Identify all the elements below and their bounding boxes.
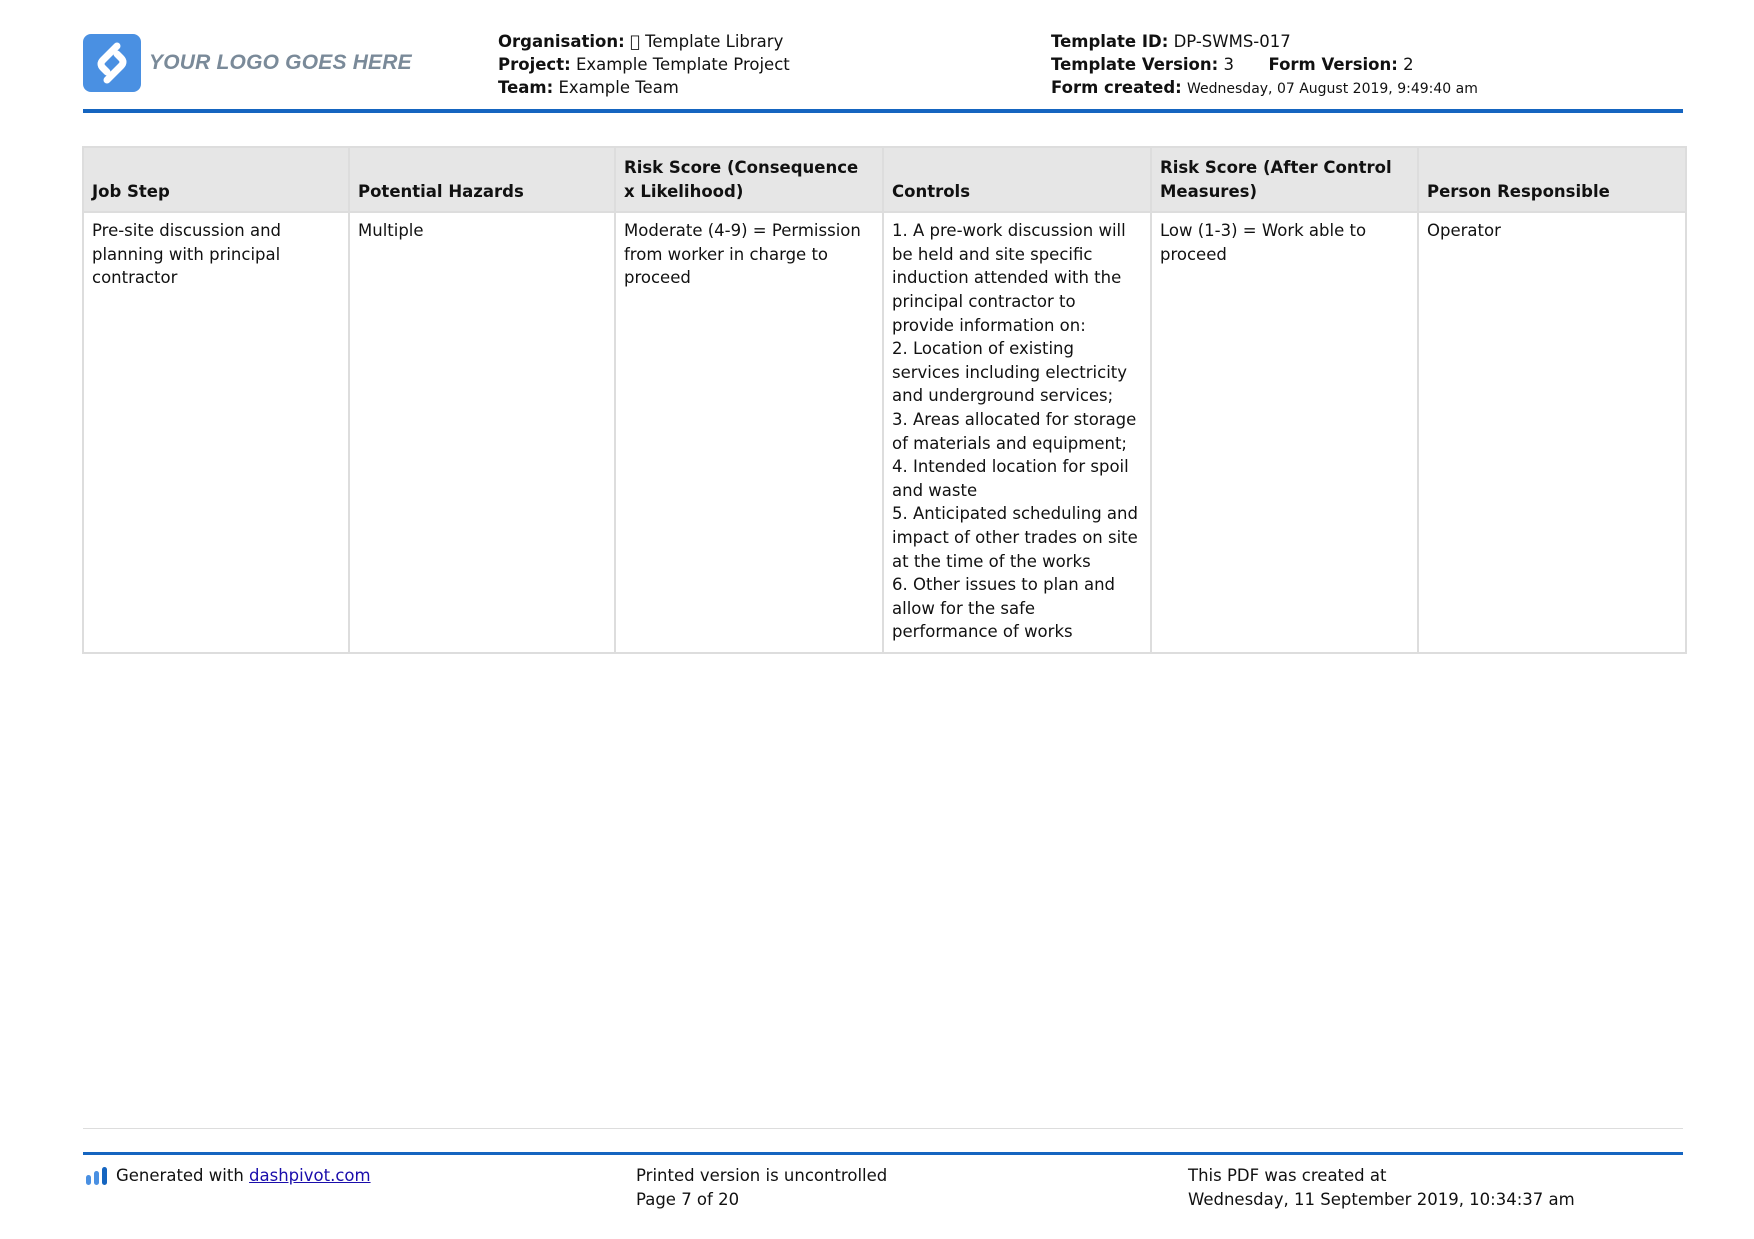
cell-risk-score: Moderate (4-9) = Permission from worker in charge to proceed xyxy=(615,212,883,653)
control-item: 5. Anticipated scheduling and impact of other trades on site at the time of the works xyxy=(892,504,1138,571)
logo-text: YOUR LOGO GOES HERE xyxy=(149,51,412,74)
template-id-value: DP-SWMS-017 xyxy=(1173,32,1291,51)
table-header-row xyxy=(83,147,1686,212)
organisation-icon xyxy=(630,32,640,51)
pdf-created-timestamp: Wednesday, 11 September 2019, 10:34:37 am xyxy=(1188,1189,1575,1209)
footer-created xyxy=(1188,1164,1575,1211)
control-item: 3. Areas allocated for storage of materials and equipment; xyxy=(892,409,1137,453)
template-meta xyxy=(1051,30,1478,101)
project-line: Project: Example Template Project xyxy=(498,55,790,74)
control-item: 6. Other issues to plan and allow for the safe performance of works xyxy=(892,575,1116,642)
cell-job-step: Pre-site discussion and planning with principal contractor xyxy=(83,212,349,653)
footer-thin-divider xyxy=(83,1128,1683,1129)
form-created-value: Wednesday, 07 August 2019, 9:49:40 am xyxy=(1187,81,1478,97)
control-item: 4. Intended location for spoil and waste xyxy=(892,457,1129,500)
swms-table xyxy=(82,146,1687,654)
column-header-job-step: Job Step xyxy=(83,147,349,212)
cell-controls xyxy=(883,212,1151,653)
template-id-line: Template ID: DP-SWMS-017 xyxy=(1051,32,1291,51)
form-version-value: 2 xyxy=(1403,55,1414,74)
organisation-line: Organisation: Template Library xyxy=(498,30,790,53)
dashpivot-link[interactable]: dashpivot.com xyxy=(249,1166,371,1185)
version-line: Template Version: 3 Form Version: 2 xyxy=(1051,55,1414,74)
pdf-created-label: This PDF was created at xyxy=(1188,1166,1387,1185)
page-header xyxy=(83,30,1683,112)
footer-generated xyxy=(85,1164,371,1188)
column-header-risk-after: Risk Score (After Control Measures) xyxy=(1151,147,1418,212)
team-line: Team: Example Team xyxy=(498,78,679,97)
project-meta xyxy=(498,30,790,99)
footer-page-info xyxy=(636,1164,887,1211)
table-row xyxy=(83,212,1686,653)
dashpivot-bars-icon xyxy=(85,1166,109,1186)
template-version-value: 3 xyxy=(1223,55,1234,74)
footer-divider xyxy=(83,1152,1683,1155)
control-item: 1. A pre-work discussion will be held and site specific induction attended with the principal contractor to provide information on: xyxy=(892,221,1126,335)
logo-mark-icon xyxy=(83,34,141,92)
column-header-risk-score: Risk Score (Consequence x Likelihood) xyxy=(615,147,883,212)
column-header-controls: Controls xyxy=(883,147,1151,212)
form-created-line: Form created: Wednesday, 07 August 2019, 9:49:40 am xyxy=(1051,78,1478,97)
column-header-person: Person Responsible xyxy=(1418,147,1686,212)
column-header-hazards: Potential Hazards xyxy=(349,147,615,212)
cell-risk-after: Low (1-3) = Work able to proceed xyxy=(1151,212,1418,653)
page-number: Page 7 of 20 xyxy=(636,1189,740,1209)
cell-person: Operator xyxy=(1418,212,1686,653)
header-divider xyxy=(83,109,1683,113)
uncontrolled-notice: Printed version is uncontrolled xyxy=(636,1166,888,1185)
generated-prefix: Generated with xyxy=(116,1166,244,1185)
team-value: Example Team xyxy=(558,78,679,97)
project-value: Example Template Project xyxy=(575,55,790,74)
organisation-value: Template Library xyxy=(629,32,769,51)
control-item: 2. Location of existing services including electricity and underground services; xyxy=(892,339,1128,406)
cell-hazards: Multiple xyxy=(349,212,615,653)
company-logo xyxy=(83,34,412,92)
